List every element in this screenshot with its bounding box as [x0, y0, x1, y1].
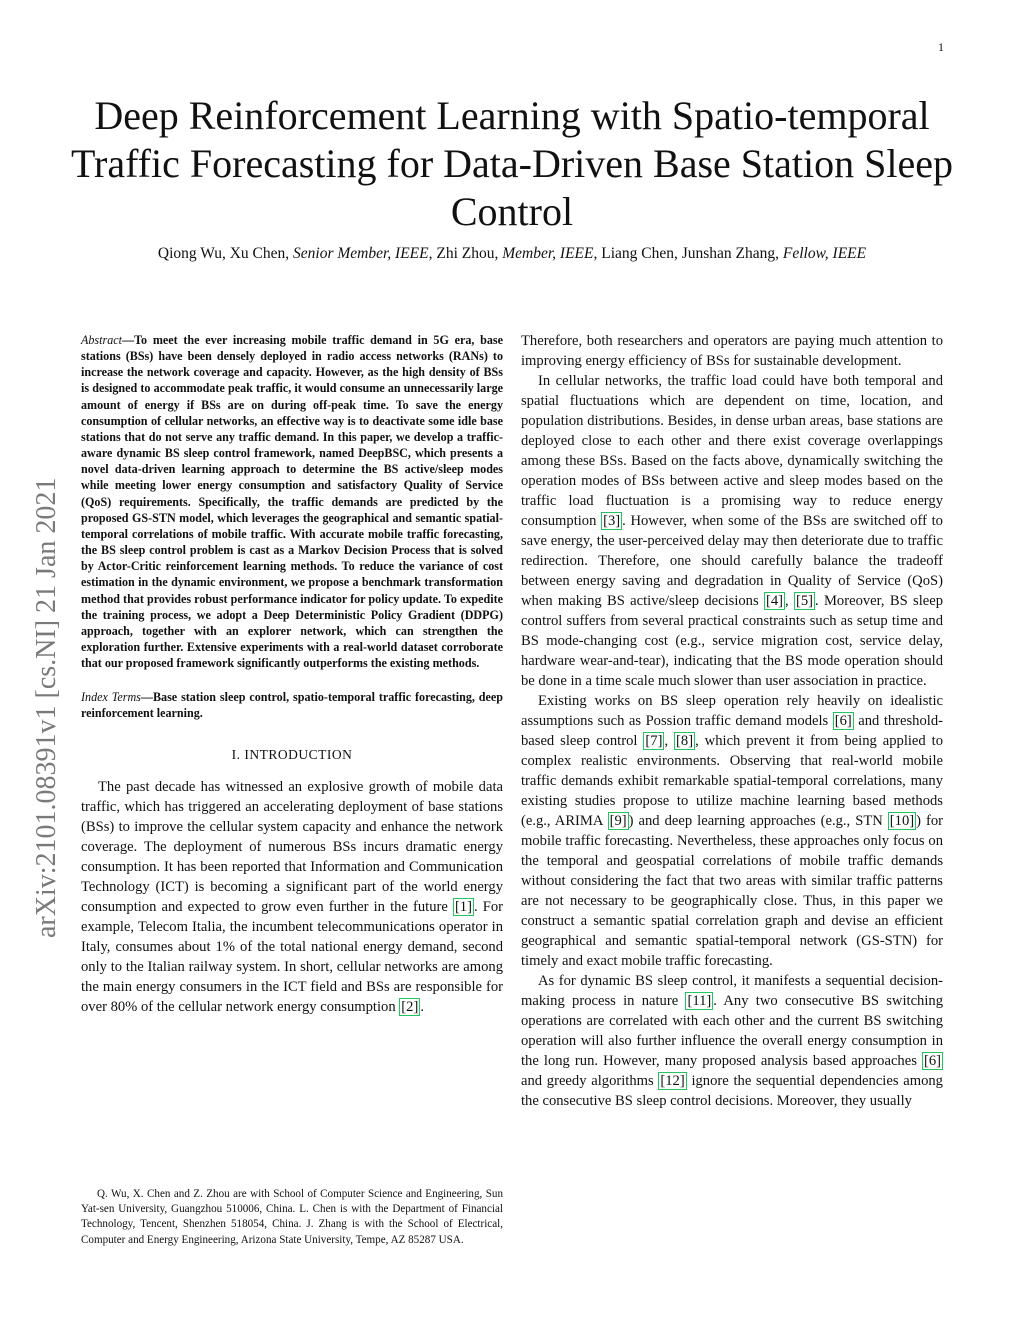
text-run: As for dynamic BS sleep control, it manifests a sequential decision-making process in nature [521, 973, 943, 1009]
index-terms-text: —Base station sleep control, spatio-temporal traffic forecasting, deep reinforcement learning. [81, 690, 503, 721]
author-names-2: , Zhi Zhou, [428, 245, 503, 262]
right-column [521, 331, 943, 1111]
text-run: ) for mobile traffic forecasting. Nevertheless, these approaches only focus on the temporal and geospatial correlations of mobile traffic demands without considering the fact that two areas with similar traffic patterns are not necessary to be geographically close. Thus, in this paper we construct a semantic spatial correlation graph and devise an efficient geographical and semantic spatial-temporal network (GS-STN) for timely and exact mobile traffic forecasting. [521, 813, 944, 969]
text-run: ) and deep learning approaches (e.g., STN [628, 813, 888, 829]
text-run: In cellular networks, the traffic load could have both temporal and spatial fluctuations which are dependent on time, location, and population distributions. Besides, in dense urban areas, base stations are deployed close to each other and there exist coverage overlappings among these BSs. Based on the facts above, dynamically switching the operation modes of BSs between active and sleep modes based on the traffic load fluctuation is a promising way to reduce energy consumption [521, 373, 943, 529]
section-heading-introduction: I. INTRODUCTION [231, 746, 353, 762]
left-column [81, 332, 503, 1017]
page-number: 1 [938, 40, 944, 54]
citation-link[interactable]: [11] [687, 993, 712, 1009]
text-run: . [420, 998, 424, 1015]
citation-link[interactable]: [5] [795, 593, 813, 609]
text-run: , which prevent it from being applied to complex realistic environments. Observing that real-world mobile traffic demands exhibit remarkable spatial-temporal correlations, many existing studies propose to utilize machine learning based methods (e.g., ARIMA [521, 733, 944, 829]
citation-link[interactable]: [12] [660, 1073, 685, 1089]
text-run: . Any two consecutive BS switching operations are correlated with each other and the current BS switching operation will also further influence the overall energy consumption in the long run. However, many proposed analysis based approaches [521, 993, 943, 1069]
text-run: . Moreover, BS sleep control suffers from several practical constraints such as setup time and BS mode-changing cost (e.g., service migration cost, service delay, hardware wear-and-tear), indicating that the BS mode operation should be done in a time scale much slower than user association in practice. [521, 593, 944, 689]
abstract-lead: Abstract [81, 333, 122, 347]
text-run: . However, when some of the BSs are switched off to save energy, the user-perceived delay may then deteriorate due to traffic redirection. Therefore, one should carefully balance the tradeoff between energy saving and degradation in Quality of Service (QoS) when making BS active/sleep decisions [521, 513, 943, 609]
text-run: and threshold-based sleep control [521, 713, 943, 749]
citation-link[interactable]: [10] [889, 813, 915, 829]
citation-link[interactable]: [1] [454, 898, 472, 915]
citation-link[interactable]: [8] [676, 733, 694, 749]
paper-title: Deep Reinforcement Learning with Spatio-temporal Traffic Forecasting for Data-Driven Base Station Sleep Control [70, 93, 953, 234]
author-role-1: Senior Member, IEEE [293, 245, 429, 262]
citation-link[interactable]: [9] [609, 813, 627, 829]
citation-link[interactable]: [2] [401, 998, 419, 1015]
text-run: The past decade has witnessed an explosive growth of mobile data traffic, which has triggered an accelerating deployment of base stations (BSs) to improve the cellular system capacity and enhance the network coverage. The deployment of numerous BSs incurs dramatic energy consumption. It has been reported that Information and Communication Technology (ICT) is becoming a significant part of the world energy consumption and expected to grow even further in the future [81, 778, 503, 915]
index-terms [81, 689, 503, 721]
author-names-3: , Liang Chen, Junshan Zhang, [593, 245, 783, 262]
text-run: . For example, Telecom Italia, the incumbent telecommunications operator in Italy, consumes about 1% of the total national energy demand, second only to the Italian railway system. In short, cellular networks are among the main energy consumers in the ICT field and BSs are responsible for over 80% of the cellular network energy consumption [81, 898, 503, 1015]
citation-link[interactable]: [3] [603, 513, 621, 529]
citation-link[interactable]: [6] [834, 713, 852, 729]
arxiv-stamp: arXiv:2101.08391v1 [cs.NI] 21 Jan 2021 [31, 477, 62, 938]
abstract-text: —To meet the ever increasing mobile traffic demand in 5G era, base stations (BSs) have been densely deployed in radio access networks (RANs) to increase the network coverage and capacity. However, as the high density of BSs is designed to accommodate peak traffic, it would consume an unnecessarily large amount of energy if BSs are on during off-peak time. To save the energy consumption of cellular networks, an effective way is to deactivate some idle base stations that do not serve any traffic demand. In this paper, we develop a traffic-aware dynamic BS sleep control framework, named DeepBSC, which presents a novel data-driven learning approach to determine the BS active/sleep modes while meeting lower energy consumption and satisfactory Quality of Service (QoS) requirements. Specifically, the traffic demands are predicted by the proposed GS-STN model, which leverages the geographical and semantic spatial-temporal correlations of mobile traffic. With accurate mobile traffic forecasting, the BS sleep control problem is cast as a Markov Decision Process that is solved by Actor-Critic reinforcement learning methods. To reduce the variance of cost estimation in the dynamic environment, we propose a benchmark transformation method that provides robust performance indicator for policy update. To expedite the training process, we adopt a Deep Deterministic Policy Gradient (DDPG) approach, together with an explorer network, which can strengthen the exploration further. Extensive experiments with a real-world dataset corroborate that our proposed framework significantly outperforms the existing methods. [81, 333, 503, 671]
right-paragraph-3 [521, 971, 943, 1111]
right-paragraph-0: Therefore, both researchers and operators are paying much attention to improving energy efficiency of BSs for sustainable development. [521, 333, 943, 369]
citation-link[interactable]: [6] [923, 1053, 941, 1069]
text-run: , [785, 593, 794, 609]
right-paragraph-2 [521, 691, 943, 971]
abstract [81, 332, 503, 671]
author-role-2: Member, IEEE [502, 245, 594, 262]
index-terms-lead: Index Terms [81, 690, 141, 705]
author-role-3: Fellow, IEEE [782, 245, 867, 262]
text-run: ignore the sequential dependencies among the consecutive BS sleep control decisions. Moreover, they usually [521, 1073, 943, 1109]
intro-paragraph-1 [81, 777, 503, 1017]
citation-link[interactable]: [4] [765, 593, 783, 609]
text-run: Existing works on BS sleep operation rely heavily on idealistic assumptions such as Possion traffic demand models [521, 693, 943, 729]
text-run: and greedy algorithms [521, 1073, 659, 1089]
citation-link[interactable]: [7] [645, 733, 663, 749]
author-line [60, 243, 964, 265]
author-names-1: Qiong Wu, Xu Chen, [157, 245, 294, 262]
author-affiliation-footnote: Q. Wu, X. Chen and Z. Zhou are with School of Computer Science and Engineering, Sun Yat-sen University, Guangzhou 510006, China. L. Chen is with the Department of Financial Technology, Tencent, Shenzhen 518054, China. J. Zhang is with the School of Electrical, Computer and Energy Engineering, Arizona State University, Tempe, AZ 85287 USA. [81, 1188, 503, 1246]
right-paragraph-1 [521, 371, 943, 691]
text-run: , [664, 733, 675, 749]
